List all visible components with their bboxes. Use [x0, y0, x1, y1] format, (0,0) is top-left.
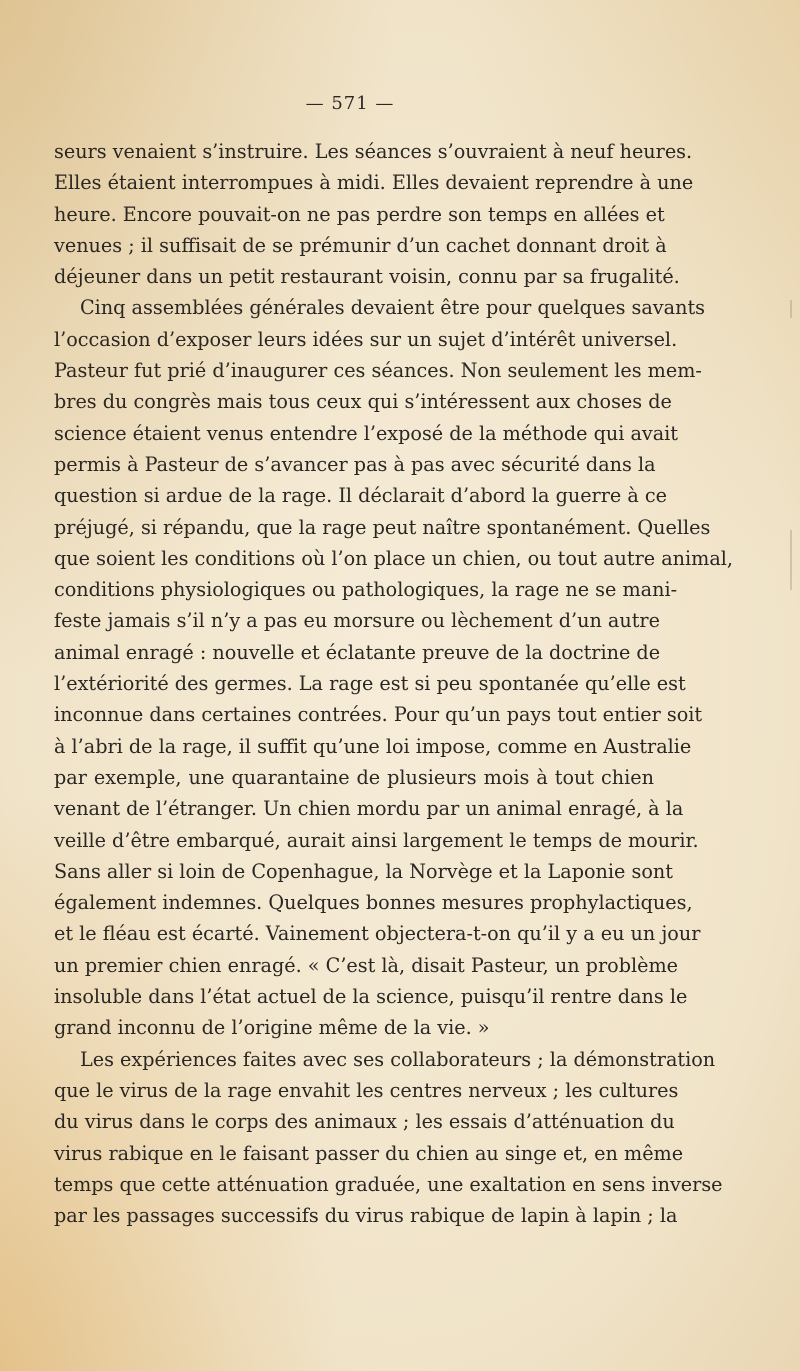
text-line: Pasteur fut prié d’inaugurer ces séances. Non seulement les mem- [54, 359, 702, 383]
text-line: heure. Encore pouvait-on ne pas perdre son temps en allées et [54, 202, 665, 226]
text-line: science étaient venus entendre l’exposé de la méthode qui avait [54, 421, 679, 445]
text-line: que soient les conditions où l’on place un chien, ou tout autre animal, [54, 546, 734, 570]
text-line: grand inconnu de l’origine même de la vie. » [54, 1016, 490, 1040]
text-line: veille d’être embarqué, aurait ainsi largement le temps de mourir. [54, 828, 699, 852]
text-line: virus rabique en le faisant passer du chien au singe et, en même [54, 1141, 684, 1165]
page-number: — 571 — [305, 93, 395, 114]
text-line: venant de l’étranger. Un chien mordu par un animal enragé, à la [54, 797, 684, 821]
text-line: du virus dans le corps des animaux ; les essais d’atténuation du [54, 1110, 675, 1134]
body-text [54, 136, 734, 1231]
text-line: conditions physiologiques ou pathologiques, la rage ne se mani- [54, 578, 678, 602]
text-line: venues ; il suffisait de se prémunir d’un cachet donnant droit à [54, 233, 667, 257]
text-line: à l’abri de la rage, il suffit qu’une loi impose, comme en Australie [54, 734, 692, 758]
text-line: l’occasion d’exposer leurs idées sur un sujet d’intérêt universel. [54, 327, 678, 351]
paper-edge-mark [790, 300, 792, 318]
text-line: un premier chien enragé. « C’est là, disait Pasteur, un problème [54, 953, 679, 977]
text-line: Elles étaient interrompues à midi. Elles devaient reprendre à une [54, 171, 694, 195]
text-line: inconnue dans certaines contrées. Pour qu’un pays tout entier soit [54, 703, 703, 727]
text-line: préjugé, si répandu, que la rage peut naître spontanément. Quelles [54, 515, 711, 539]
text-line: également indemnes. Quelques bonnes mesures prophylactiques, [54, 891, 693, 915]
text-line: feste jamais s’il n’y a pas eu morsure ou lèchement d’un autre [54, 609, 660, 633]
text-line: et le fléau est écarté. Vainement objectera-t-on qu’il y a eu un jour [54, 922, 701, 946]
text-line: l’extériorité des germes. La rage est si peu spontanée qu’elle est [54, 672, 686, 696]
text-line: temps que cette atténuation graduée, une exaltation en sens inverse [54, 1172, 723, 1196]
text-line: animal enragé : nouvelle et éclatante preuve de la doctrine de [54, 640, 661, 664]
text-line: déjeuner dans un petit restaurant voisin, connu par sa frugalité. [54, 265, 680, 289]
text-line: par les passages successifs du virus rabique de lapin à lapin ; la [54, 1204, 678, 1228]
text-line: seurs venaient s’instruire. Les séances s’ouvraient à neuf heures. [54, 140, 693, 163]
text-line: Les expériences faites avec ses collaborateurs ; la démonstration [80, 1047, 716, 1071]
text-line: par exemple, une quarantaine de plusieurs mois à tout chien [54, 765, 654, 789]
text-line: Sans aller si loin de Copenhague, la Norvège et la Laponie sont [54, 859, 673, 883]
text-line: question si ardue de la rage. Il déclarait d’abord la guerre à ce [54, 484, 667, 508]
text-line: Cinq assemblées générales devaient être pour quelques savants [80, 296, 705, 320]
paper-edge-mark [790, 530, 792, 590]
text-line: que le virus de la rage envahit les centres nerveux ; les cultures [54, 1078, 679, 1102]
text-line: permis à Pasteur de s’avancer pas à pas avec sécurité dans la [54, 452, 656, 476]
text-line: bres du congrès mais tous ceux qui s’intéressent aux choses de [54, 390, 672, 414]
text-line: insoluble dans l’état actuel de la science, puisqu’il rentre dans le [54, 985, 688, 1009]
